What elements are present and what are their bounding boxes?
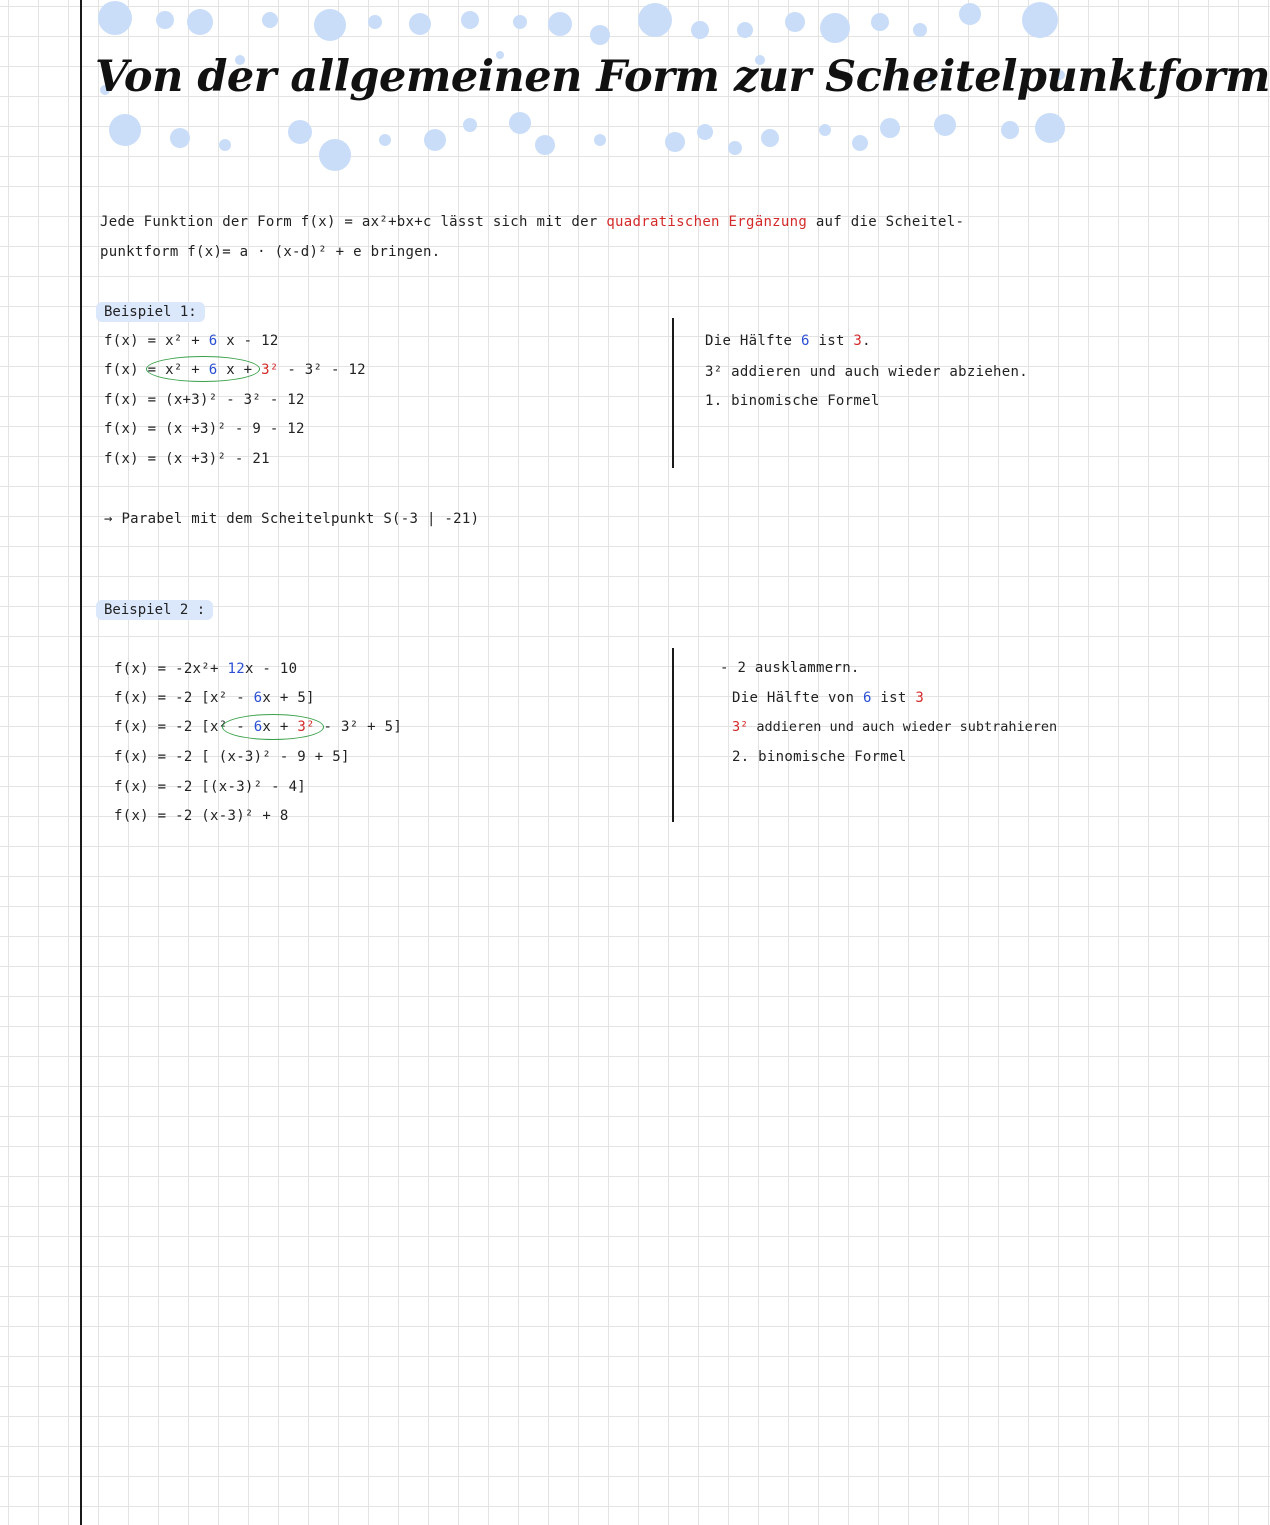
intro-text-a: Jede Funktion der Form xyxy=(100,214,293,230)
intro-text-b: lässt sich mit der xyxy=(440,214,598,230)
example-2-note-4: 2. binomische Formel xyxy=(732,749,907,765)
eq-part: f(x) = -2 [ xyxy=(114,719,211,735)
margin-line xyxy=(80,0,82,1525)
note-part: . xyxy=(862,333,871,349)
example-2-divider xyxy=(672,648,674,822)
note-number: 6 xyxy=(801,333,810,349)
example-1-note-3: 1. binomische Formel xyxy=(705,393,880,409)
example-1-note-2: 3² addieren und auch wieder abziehen. xyxy=(705,364,1028,380)
example-2-line-6: f(x) = -2 (x-3)² + 8 xyxy=(114,808,289,824)
example-2-line-4: f(x) = -2 [ (x-3)² - 9 + 5] xyxy=(114,749,350,765)
intro-text-d: punktform xyxy=(100,244,179,260)
intro-line-2 xyxy=(100,244,440,260)
note-number: 3² xyxy=(732,719,749,735)
intro-text-c: auf die Scheitel- xyxy=(815,214,965,230)
eq-part: f(x) = -2x²+ xyxy=(114,661,228,677)
eq-part: x - 12 xyxy=(217,333,279,349)
intro-formula-vertex: f(x)= a · (x-d)² + e xyxy=(187,244,362,260)
example-2-note-2 xyxy=(732,690,924,706)
example-1-label: Beispiel 1: xyxy=(96,302,205,322)
example-1-note-1 xyxy=(705,333,871,349)
eq-added-term: 3² xyxy=(297,719,315,735)
intro-text-e: bringen. xyxy=(370,244,441,260)
example-1-line-4: f(x) = (x +3)² - 9 - 12 xyxy=(104,421,305,437)
eq-part: x + xyxy=(217,362,262,378)
example-1-line-1 xyxy=(104,333,279,349)
example-1-conclusion: → Parabel mit dem Scheitelpunkt S(-3 | -21) xyxy=(104,511,480,527)
intro-line-1 xyxy=(100,214,964,230)
note-number: 3 xyxy=(915,690,925,706)
note-number: 3 xyxy=(853,333,863,349)
example-1-line-3: f(x) = (x+3)² - 3² - 12 xyxy=(104,392,305,408)
note-part: ist xyxy=(871,690,916,706)
eq-part: f(x) = -2 [x² - xyxy=(114,690,254,706)
intro-formula-general: f(x) = ax²+bx+c xyxy=(300,214,432,230)
eq-part: x² - xyxy=(210,719,254,735)
eq-part: f(x) = xyxy=(104,362,166,378)
note-part: Die Hälfte xyxy=(705,333,802,349)
eq-part: f(x) = x² + xyxy=(104,333,209,349)
example-2-label: Beispiel 2 : xyxy=(96,600,213,620)
example-1-divider xyxy=(672,318,674,468)
example-2-line-2 xyxy=(114,690,315,706)
eq-part: - 3² + 5] xyxy=(314,719,403,735)
eq-added-term: 3² xyxy=(261,362,279,378)
eq-part: x + xyxy=(262,719,298,735)
eq-part: x + 5] xyxy=(262,690,315,706)
eq-coefficient: 6 xyxy=(253,719,263,735)
page-title: Von der allgemeinen Form zur Scheitelpunktform xyxy=(95,52,1270,102)
intro-highlight-completion: Ergänzung xyxy=(728,214,808,230)
note-part: ist xyxy=(809,333,854,349)
eq-coefficient: 6 xyxy=(253,690,263,706)
example-2-line-5: f(x) = -2 [(x-3)² - 4] xyxy=(114,779,307,795)
eq-part: x - 10 xyxy=(244,661,298,677)
note-part: addieren und auch wieder subtrahieren xyxy=(748,719,1058,735)
example-2-note-1: - 2 ausklammern. xyxy=(720,660,860,676)
note-part: Die Hälfte von xyxy=(732,690,863,706)
eq-part: x² + xyxy=(165,362,209,378)
intro-highlight-quadratic: quadratischen xyxy=(606,214,720,230)
eq-part: - 3² - 12 xyxy=(278,362,366,378)
example-2-line-1 xyxy=(114,661,297,677)
example-1-line-5: f(x) = (x +3)² - 21 xyxy=(104,451,270,467)
note-number: 6 xyxy=(862,690,872,706)
eq-coefficient: 6 xyxy=(208,362,218,378)
highlight-circle-2 xyxy=(222,714,324,740)
example-2-note-3 xyxy=(732,719,1057,735)
highlight-circle-1 xyxy=(146,356,260,382)
eq-coefficient: 6 xyxy=(208,333,218,349)
eq-coefficient: 12 xyxy=(227,661,245,677)
